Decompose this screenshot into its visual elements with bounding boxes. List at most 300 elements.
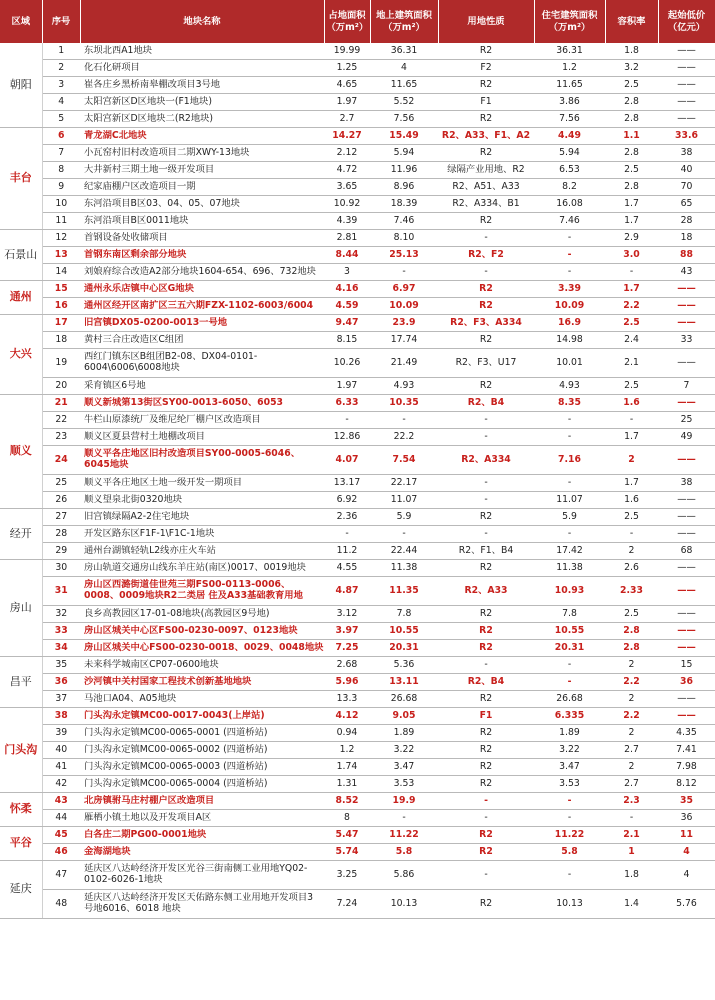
number-cell: 43 bbox=[42, 793, 80, 810]
above-ground-area-cell: 22.44 bbox=[370, 543, 438, 560]
starting-price-cell: 38 bbox=[658, 475, 715, 492]
plot-ratio-cell: 1.7 bbox=[605, 281, 658, 298]
site-area-cell: 2.12 bbox=[324, 145, 370, 162]
starting-price-cell: 15 bbox=[658, 657, 715, 674]
plot-ratio-cell: 2.2 bbox=[605, 298, 658, 315]
plot-ratio-cell: 2.1 bbox=[605, 827, 658, 844]
land-use-cell: R2 bbox=[438, 43, 534, 60]
parcel-name-cell: 首钢东南区剩余部分地块 bbox=[80, 247, 324, 264]
header-row bbox=[0, 0, 715, 43]
table-row bbox=[0, 560, 715, 577]
land-use-cell: R2 bbox=[438, 776, 534, 793]
number-cell: 40 bbox=[42, 742, 80, 759]
number-cell: 28 bbox=[42, 526, 80, 543]
table-row bbox=[0, 179, 715, 196]
table-row bbox=[0, 742, 715, 759]
residential-area-cell: 17.42 bbox=[534, 543, 605, 560]
district-cell: 延庆 bbox=[0, 861, 42, 919]
starting-price-cell: 36 bbox=[658, 810, 715, 827]
starting-price-cell: —— bbox=[658, 640, 715, 657]
parcel-name-cell: 门头沟永定镇MC00-0017-0043(上岸站) bbox=[80, 708, 324, 725]
residential-area-cell: 10.09 bbox=[534, 298, 605, 315]
starting-price-cell: —— bbox=[658, 526, 715, 543]
parcel-name-cell: 大井新村三期土地一级开发项目 bbox=[80, 162, 324, 179]
residential-area-cell: 1.89 bbox=[534, 725, 605, 742]
starting-price-cell: 5.76 bbox=[658, 890, 715, 919]
number-cell: 30 bbox=[42, 560, 80, 577]
site-area-cell: 13.17 bbox=[324, 475, 370, 492]
table-row bbox=[0, 810, 715, 827]
plot-ratio-cell: 2.7 bbox=[605, 776, 658, 793]
residential-area-cell: - bbox=[534, 429, 605, 446]
starting-price-cell: —— bbox=[658, 315, 715, 332]
district-cell: 朝阳 bbox=[0, 43, 42, 128]
starting-price-cell: —— bbox=[658, 281, 715, 298]
residential-area-cell: 26.68 bbox=[534, 691, 605, 708]
site-area-cell: 1.74 bbox=[324, 759, 370, 776]
above-ground-area-cell: 4 bbox=[370, 60, 438, 77]
starting-price-cell: —— bbox=[658, 395, 715, 412]
site-area-cell: 3.65 bbox=[324, 179, 370, 196]
site-area-cell: 0.94 bbox=[324, 725, 370, 742]
plot-ratio-cell: 2 bbox=[605, 657, 658, 674]
district-cell: 通州 bbox=[0, 281, 42, 315]
number-cell: 33 bbox=[42, 623, 80, 640]
number-cell: 31 bbox=[42, 577, 80, 606]
starting-price-cell: —— bbox=[658, 492, 715, 509]
land-use-cell: 绿隔产业用地、R2 bbox=[438, 162, 534, 179]
starting-price-cell: 8.12 bbox=[658, 776, 715, 793]
land-use-cell: F1 bbox=[438, 708, 534, 725]
land-use-cell: R2 bbox=[438, 890, 534, 919]
land-use-cell: - bbox=[438, 861, 534, 890]
residential-area-header: 住宅建筑面积 （万m²） bbox=[534, 0, 605, 43]
plot-ratio-cell: 2.33 bbox=[605, 577, 658, 606]
parcel-name-cell: 东河沿项目B区0011地块 bbox=[80, 213, 324, 230]
number-cell: 13 bbox=[42, 247, 80, 264]
number-cell: 4 bbox=[42, 94, 80, 111]
table-row bbox=[0, 640, 715, 657]
number-cell: 47 bbox=[42, 861, 80, 890]
plot-ratio-cell: 2 bbox=[605, 691, 658, 708]
above-ground-area-cell: 11.22 bbox=[370, 827, 438, 844]
land-use-cell: R2、B4 bbox=[438, 674, 534, 691]
land-use-cell: R2 bbox=[438, 145, 534, 162]
district-cell: 门头沟 bbox=[0, 708, 42, 793]
plot-ratio-cell: 2 bbox=[605, 725, 658, 742]
above-ground-area-cell: 15.49 bbox=[370, 128, 438, 145]
parcel-name-cell: 北房镇驸马庄村棚户区改造项目 bbox=[80, 793, 324, 810]
number-cell: 11 bbox=[42, 213, 80, 230]
table-row bbox=[0, 128, 715, 145]
table-row bbox=[0, 332, 715, 349]
parcel-name-cell: 顺义区夏县营村土地棚改项目 bbox=[80, 429, 324, 446]
table-row bbox=[0, 691, 715, 708]
plot-ratio-cell: 1 bbox=[605, 844, 658, 861]
parcel-name-cell: 顺义平各庄地区旧村改造项目SY00-0005-6046、6045地块 bbox=[80, 446, 324, 475]
starting-price-cell: 18 bbox=[658, 230, 715, 247]
table-row bbox=[0, 281, 715, 298]
above-ground-area-cell: 5.9 bbox=[370, 509, 438, 526]
parcel-name-cell: 东河沿项目B区03、04、05、07地块 bbox=[80, 196, 324, 213]
above-ground-area-cell: 8.96 bbox=[370, 179, 438, 196]
table-row bbox=[0, 890, 715, 919]
above-ground-area-cell: 8.10 bbox=[370, 230, 438, 247]
residential-area-cell: 14.98 bbox=[534, 332, 605, 349]
site-area-cell: 4.65 bbox=[324, 77, 370, 94]
plot-ratio-header: 容积率 bbox=[605, 0, 658, 43]
district-cell: 石景山 bbox=[0, 230, 42, 281]
land-use-cell: - bbox=[438, 793, 534, 810]
residential-area-cell: 8.35 bbox=[534, 395, 605, 412]
parcel-name-cell: 首钢设备处收储项目 bbox=[80, 230, 324, 247]
table-row bbox=[0, 606, 715, 623]
land-use-cell: - bbox=[438, 492, 534, 509]
land-use-cell: R2、A334 bbox=[438, 446, 534, 475]
plot-ratio-cell: 2 bbox=[605, 543, 658, 560]
land-use-cell: R2、F2 bbox=[438, 247, 534, 264]
starting-price-cell: 11 bbox=[658, 827, 715, 844]
residential-area-cell: 11.65 bbox=[534, 77, 605, 94]
number-cell: 26 bbox=[42, 492, 80, 509]
land-use-cell: R2 bbox=[438, 725, 534, 742]
site-area-cell: 10.92 bbox=[324, 196, 370, 213]
parcel-name-cell: 未来科学城南区CP07-0600地块 bbox=[80, 657, 324, 674]
plot-ratio-cell: 2.9 bbox=[605, 230, 658, 247]
above-ground-area-cell: 11.96 bbox=[370, 162, 438, 179]
land-use-cell: - bbox=[438, 657, 534, 674]
plot-ratio-cell: 1.6 bbox=[605, 395, 658, 412]
number-cell: 46 bbox=[42, 844, 80, 861]
land-use-cell: R2 bbox=[438, 298, 534, 315]
parcel-name-cell: 白各庄二期PG00-0001地块 bbox=[80, 827, 324, 844]
number-cell: 27 bbox=[42, 509, 80, 526]
table-body bbox=[0, 43, 715, 919]
parcel-name-cell: 西红门镇东区B组团B2-08、DX04-0101-6004\6006\6008地块 bbox=[80, 349, 324, 378]
plot-ratio-cell: 2.5 bbox=[605, 509, 658, 526]
table-row bbox=[0, 162, 715, 179]
district-cell: 顺义 bbox=[0, 395, 42, 509]
plot-ratio-cell: 3.2 bbox=[605, 60, 658, 77]
parcel-name-cell: 旧宫镇绿隔A2-2住宅地块 bbox=[80, 509, 324, 526]
table-row bbox=[0, 526, 715, 543]
plot-ratio-cell: - bbox=[605, 412, 658, 429]
residential-area-cell: 7.56 bbox=[534, 111, 605, 128]
site-area-cell: 10.26 bbox=[324, 349, 370, 378]
starting-price-cell: 68 bbox=[658, 543, 715, 560]
district-cell: 丰台 bbox=[0, 128, 42, 230]
land-use-cell: R2、A33 bbox=[438, 577, 534, 606]
land-use-cell: R2、F3、U17 bbox=[438, 349, 534, 378]
parcel-name-cell: 崔各庄乡黑桥南皋棚改项目3号地 bbox=[80, 77, 324, 94]
parcel-name-cell: 通州台湖镇轻轨L2线亦庄火车站 bbox=[80, 543, 324, 560]
table-row bbox=[0, 475, 715, 492]
land-use-cell: R2 bbox=[438, 77, 534, 94]
plot-ratio-cell: 2.5 bbox=[605, 606, 658, 623]
site-area-cell: 4.59 bbox=[324, 298, 370, 315]
plot-ratio-cell: 2.6 bbox=[605, 560, 658, 577]
land-use-cell: R2、A334、B1 bbox=[438, 196, 534, 213]
parcel-name-cell: 门头沟永定镇MC00-0065-0003 (四道桥站) bbox=[80, 759, 324, 776]
starting-price-cell: 40 bbox=[658, 162, 715, 179]
plot-ratio-cell: 2.2 bbox=[605, 708, 658, 725]
number-cell: 39 bbox=[42, 725, 80, 742]
number-cell: 7 bbox=[42, 145, 80, 162]
residential-area-cell: 11.22 bbox=[534, 827, 605, 844]
above-ground-area-cell: 9.05 bbox=[370, 708, 438, 725]
residential-area-cell: - bbox=[534, 475, 605, 492]
above-ground-area-cell: 22.17 bbox=[370, 475, 438, 492]
above-ground-area-cell: 7.54 bbox=[370, 446, 438, 475]
site-area-cell: 2.68 bbox=[324, 657, 370, 674]
starting-price-cell: 88 bbox=[658, 247, 715, 264]
number-cell: 15 bbox=[42, 281, 80, 298]
number-cell: 25 bbox=[42, 475, 80, 492]
above-ground-area-cell: 1.89 bbox=[370, 725, 438, 742]
above-ground-area-cell: 17.74 bbox=[370, 332, 438, 349]
residential-area-cell: - bbox=[534, 657, 605, 674]
land-use-cell: R2 bbox=[438, 606, 534, 623]
residential-area-cell: 10.55 bbox=[534, 623, 605, 640]
parcel-name-cell: 房山轨道交通房山线东羊庄站(南区)0017、0019地块 bbox=[80, 560, 324, 577]
site-area-cell: 4.16 bbox=[324, 281, 370, 298]
site-area-cell: 1.97 bbox=[324, 94, 370, 111]
starting-price-cell: —— bbox=[658, 446, 715, 475]
residential-area-cell: 6.335 bbox=[534, 708, 605, 725]
above-ground-area-cell: - bbox=[370, 526, 438, 543]
site-area-cell: 1.2 bbox=[324, 742, 370, 759]
site-area-cell: 8.52 bbox=[324, 793, 370, 810]
parcel-name-cell: 纪家庙棚户区改造项目一期 bbox=[80, 179, 324, 196]
parcel-name-cell: 延庆区八达岭经济开发区光谷三街南侧工业用地YQ02-0102-6026-1地块 bbox=[80, 861, 324, 890]
site-area-cell: 19.99 bbox=[324, 43, 370, 60]
above-ground-area-cell: 36.31 bbox=[370, 43, 438, 60]
residential-area-cell: 5.8 bbox=[534, 844, 605, 861]
plot-ratio-cell: 2 bbox=[605, 446, 658, 475]
plot-ratio-cell: 1.7 bbox=[605, 213, 658, 230]
district-cell: 经开 bbox=[0, 509, 42, 560]
district-cell: 怀柔 bbox=[0, 793, 42, 827]
site-area-cell: 13.3 bbox=[324, 691, 370, 708]
site-area-cell: 7.25 bbox=[324, 640, 370, 657]
parcel-name-cell: 通州区经开区南扩区三五六期FZX-1102-6003/6004 bbox=[80, 298, 324, 315]
parcel-name-cell: 旧宫镇DX05-0200-0013一号地 bbox=[80, 315, 324, 332]
starting-price-cell: —— bbox=[658, 43, 715, 60]
table-row bbox=[0, 759, 715, 776]
residential-area-cell: 7.16 bbox=[534, 446, 605, 475]
parcel-name-cell: 采育镇区6号地 bbox=[80, 378, 324, 395]
starting-price-cell: 35 bbox=[658, 793, 715, 810]
number-cell: 37 bbox=[42, 691, 80, 708]
parcel-name-cell: 顺义望泉北街0320地块 bbox=[80, 492, 324, 509]
site-area-cell: 2.7 bbox=[324, 111, 370, 128]
table-row bbox=[0, 429, 715, 446]
table-row bbox=[0, 492, 715, 509]
plot-ratio-cell: 2.8 bbox=[605, 94, 658, 111]
starting-price-cell: 65 bbox=[658, 196, 715, 213]
residential-area-cell: 16.9 bbox=[534, 315, 605, 332]
parcel-name-cell: 牛栏山原漆统厂及维尼纶厂棚户区改造项目 bbox=[80, 412, 324, 429]
table-row bbox=[0, 708, 715, 725]
starting-price-cell: 38 bbox=[658, 145, 715, 162]
above-ground-area-cell: 5.8 bbox=[370, 844, 438, 861]
table-row bbox=[0, 349, 715, 378]
starting-price-cell: —— bbox=[658, 77, 715, 94]
plot-ratio-cell: 2.8 bbox=[605, 623, 658, 640]
table-row bbox=[0, 247, 715, 264]
above-ground-area-cell: 3.22 bbox=[370, 742, 438, 759]
residential-area-cell: 10.01 bbox=[534, 349, 605, 378]
above-ground-area-cell: 10.35 bbox=[370, 395, 438, 412]
plot-ratio-cell: 2.1 bbox=[605, 349, 658, 378]
above-ground-area-cell: 19.9 bbox=[370, 793, 438, 810]
land-use-cell: - bbox=[438, 429, 534, 446]
residential-area-cell: 10.13 bbox=[534, 890, 605, 919]
residential-area-cell: 3.39 bbox=[534, 281, 605, 298]
site-area-cell: 3.25 bbox=[324, 861, 370, 890]
table-row bbox=[0, 623, 715, 640]
site-area-cell: 6.92 bbox=[324, 492, 370, 509]
plot-ratio-cell: 2.8 bbox=[605, 111, 658, 128]
land-use-cell: R2 bbox=[438, 213, 534, 230]
site-area-cell: 8.15 bbox=[324, 332, 370, 349]
table-row bbox=[0, 577, 715, 606]
table-row bbox=[0, 111, 715, 128]
parcel-name-cell: 刘娘府综合改造A2部分地块1604-654、696、732地块 bbox=[80, 264, 324, 281]
residential-area-cell: - bbox=[534, 230, 605, 247]
table-row bbox=[0, 196, 715, 213]
table-row bbox=[0, 315, 715, 332]
land-use-cell: - bbox=[438, 412, 534, 429]
site-area-cell: - bbox=[324, 412, 370, 429]
number-cell: 29 bbox=[42, 543, 80, 560]
land-use-cell: R2 bbox=[438, 640, 534, 657]
parcel-name-cell: 雁栖小镇土地以及开发项目A区 bbox=[80, 810, 324, 827]
residential-area-cell: 5.9 bbox=[534, 509, 605, 526]
land-use-cell: - bbox=[438, 810, 534, 827]
land-use-cell: R2 bbox=[438, 759, 534, 776]
above-ground-area-cell: 5.94 bbox=[370, 145, 438, 162]
starting-price-cell: 28 bbox=[658, 213, 715, 230]
table-row bbox=[0, 543, 715, 560]
above-ground-area-cell: 3.53 bbox=[370, 776, 438, 793]
plot-ratio-cell: 2.5 bbox=[605, 378, 658, 395]
residential-area-cell: 1.2 bbox=[534, 60, 605, 77]
number-cell: 20 bbox=[42, 378, 80, 395]
residential-area-cell: - bbox=[534, 810, 605, 827]
number-cell: 12 bbox=[42, 230, 80, 247]
land-use-cell: R2 bbox=[438, 509, 534, 526]
starting-price-cell: 7.98 bbox=[658, 759, 715, 776]
parcel-name-cell: 房山区城关中心FS00-0230-0018、0029、0048地块 bbox=[80, 640, 324, 657]
table-row bbox=[0, 94, 715, 111]
starting-price-cell: —— bbox=[658, 298, 715, 315]
site-area-cell: 2.81 bbox=[324, 230, 370, 247]
starting-price-cell: 7.41 bbox=[658, 742, 715, 759]
residential-area-cell: 3.53 bbox=[534, 776, 605, 793]
residential-area-cell: - bbox=[534, 264, 605, 281]
table-row bbox=[0, 145, 715, 162]
above-ground-area-cell: 7.56 bbox=[370, 111, 438, 128]
number-cell: 34 bbox=[42, 640, 80, 657]
site-area-cell: - bbox=[324, 526, 370, 543]
site-area-cell: 2.36 bbox=[324, 509, 370, 526]
land-use-cell: R2、A51、A33 bbox=[438, 179, 534, 196]
residential-area-cell: 11.38 bbox=[534, 560, 605, 577]
residential-area-cell: - bbox=[534, 412, 605, 429]
parcel-name-cell: 门头沟永定镇MC00-0065-0004 (四道桥站) bbox=[80, 776, 324, 793]
plot-ratio-cell: 1.8 bbox=[605, 861, 658, 890]
starting-price-cell: 25 bbox=[658, 412, 715, 429]
residential-area-cell: - bbox=[534, 247, 605, 264]
district-cell: 平谷 bbox=[0, 827, 42, 861]
plot-ratio-cell: 2.7 bbox=[605, 742, 658, 759]
number-cell: 23 bbox=[42, 429, 80, 446]
parcel-name-header: 地块名称 bbox=[80, 0, 324, 43]
starting-price-cell: 43 bbox=[658, 264, 715, 281]
plot-ratio-cell: 2.8 bbox=[605, 640, 658, 657]
number-cell: 17 bbox=[42, 315, 80, 332]
plot-ratio-cell: 1.7 bbox=[605, 196, 658, 213]
table-row bbox=[0, 776, 715, 793]
above-ground-area-cell: 10.09 bbox=[370, 298, 438, 315]
residential-area-cell: 6.53 bbox=[534, 162, 605, 179]
site-area-cell: 8 bbox=[324, 810, 370, 827]
number-cell: 2 bbox=[42, 60, 80, 77]
land-use-cell: - bbox=[438, 526, 534, 543]
residential-area-cell: 16.08 bbox=[534, 196, 605, 213]
number-cell: 19 bbox=[42, 349, 80, 378]
parcel-name-cell: 金海湖地块 bbox=[80, 844, 324, 861]
site-area-cell: 14.27 bbox=[324, 128, 370, 145]
land-use-cell: R2 bbox=[438, 111, 534, 128]
number-cell: 9 bbox=[42, 179, 80, 196]
parcel-name-cell: 房山区西潞街道佳世苑三期FS00-0113-0006、0008、0009地块R2二类居 住及A33基础教育用地 bbox=[80, 577, 324, 606]
starting-price-cell: —— bbox=[658, 708, 715, 725]
number-cell: 36 bbox=[42, 674, 80, 691]
number-cell: 16 bbox=[42, 298, 80, 315]
above-ground-area-cell: 5.86 bbox=[370, 861, 438, 890]
above-ground-area-cell: 25.13 bbox=[370, 247, 438, 264]
above-ground-area-header: 地上建筑面积 （万m²） bbox=[370, 0, 438, 43]
residential-area-cell: - bbox=[534, 861, 605, 890]
plot-ratio-cell: 1.6 bbox=[605, 492, 658, 509]
table-row bbox=[0, 657, 715, 674]
residential-area-cell: 4.93 bbox=[534, 378, 605, 395]
above-ground-area-cell: 10.55 bbox=[370, 623, 438, 640]
site-area-cell: 3.97 bbox=[324, 623, 370, 640]
starting-price-cell: —— bbox=[658, 577, 715, 606]
district-header: 区域 bbox=[0, 0, 42, 43]
site-area-cell: 1.25 bbox=[324, 60, 370, 77]
plot-ratio-cell: 2.5 bbox=[605, 315, 658, 332]
above-ground-area-cell: 7.46 bbox=[370, 213, 438, 230]
starting-price-cell: 7 bbox=[658, 378, 715, 395]
plot-ratio-cell: 2.8 bbox=[605, 179, 658, 196]
parcel-name-cell: 房山区城关中心区FS00-0230-0097、0123地块 bbox=[80, 623, 324, 640]
site-area-cell: 12.86 bbox=[324, 429, 370, 446]
site-area-cell: 4.12 bbox=[324, 708, 370, 725]
plot-ratio-cell: 2.3 bbox=[605, 793, 658, 810]
residential-area-cell: 3.47 bbox=[534, 759, 605, 776]
above-ground-area-cell: 11.65 bbox=[370, 77, 438, 94]
number-cell: 8 bbox=[42, 162, 80, 179]
land-use-cell: R2 bbox=[438, 827, 534, 844]
residential-area-cell: 36.31 bbox=[534, 43, 605, 60]
land-use-cell: R2 bbox=[438, 281, 534, 298]
number-cell: 21 bbox=[42, 395, 80, 412]
residential-area-cell: 5.94 bbox=[534, 145, 605, 162]
